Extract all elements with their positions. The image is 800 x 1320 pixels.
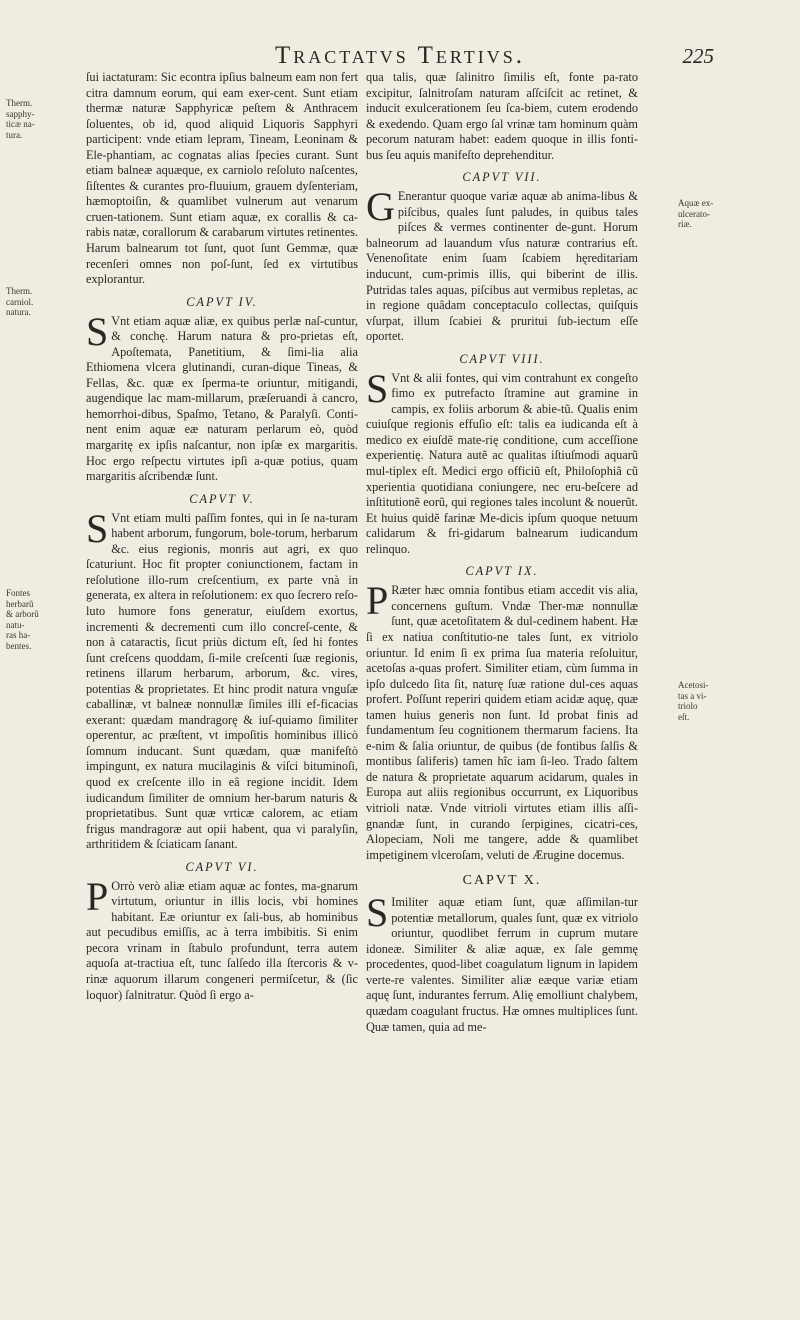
paragraph-text: Vnt etiam multi paſſim fontes, qui in ſe na-turam habent arborum, fungorum, bole-torum, herbarum &c. eius regionis, monris aut agri, ex quo ſcaturiunt. Hoc fit propter coniunctionem, factam in reſolutione illo-rum creſcentium, ex parte vnà in generata, ex altera in reſolutionem: ex quo ſecrero reſo-luto humore fons generatur, eiuſdem exortus, incrementi & decrementi cum illo concreſ-cente, & non à cataractis, ſicut priùs dictum eſt, ſed hi fontes ſunt creſcens quoddam, ſi-mile creſcenti ſuæ regionis, retinens illarum herbarum, arborum, &c. vires, potentias & proprietates. Et hinc prodit natura vnguſæ caballinæ, vt balneæ nonnullæ ſimiles illi ef-ficacias exerant: quædam mandragorę & iuſ-quiamo ſimiliter operentur, ac præſtent, vt impoſitis hominibus illicò ſomnum inducant. Sunt quædam, quæ manifeſtò impingunt, ex natura mucilaginis & viſci bituminoſi, quod ex creſcente illo in eâ regione incidit. Idem iudicandum ſimiliter de omnium her-barum naturis & proprietatibus. Sunt quæ vrticæ calorem, ac etiam frigus mandragoræ aut opii habent, qua vi paralyſin, arthritidem & ſciaticam ſanant.	[86, 510, 358, 852]
chapter-heading: CAPVT VI.	[185, 859, 259, 874]
paragraph-text: Orrò verò aliæ etiam aquæ ac fontes, ma-gnarum virtutum, oriuntur in illis locis, vbi homines habitant. Eæ oriuntur ex ſali-bus, ab hominibus aut pecudibus emiſſis, ac à terra imbibitis. Si enim pecora vrinam in ſtabulo profundunt, terra autem aquoſa at-tractiua eſt, tunc ſalſedo illa ſtercoris & v-rinæ aquorum illarum congeneri permiſcetur, & (ſic loquor) ſalnitratur. Quòd ſi ergo a-	[86, 878, 358, 1002]
drop-cap: S	[86, 505, 109, 551]
margin-note-therm-carniol: Therm. carniol. natura.	[6, 286, 34, 317]
chapter-heading: CAPVT V.	[189, 491, 255, 506]
paragraph-text: Vnt & alii fontes, qui vim contrahunt ex congeſto fimo ex putrefacto ſtramine aut gramine in campis, ex foliis arborum & abie-tũ. Qualis enim cuiuſque regionis effuſio eſt: talis ea iudicanda eſt à medico ex eiuſdẽ mate-rię conditione, cum acceſſione experientię. Natura autẽ ac qualitas iſtiuſmodi aquarũ mul-tiplex eſt. Medici ergo officiũ eſt, Philoſophiã cũ xperientia quotidiana coniungere, nec eru-beſcere ad inſtitutionẽ eorũ, qui regiones tales incolunt & nouerũt. Et huius quidẽ farinæ Me-dicis ipſum quoque netuum calidarum & fri-gidarum balnearum iudicandum relinquo.	[366, 370, 638, 556]
margin-note-aquae-ulcerat: Aquæ ex- ulcerato- riæ.	[678, 198, 714, 229]
paragraph-text: Imiliter aquæ etiam ſunt, quæ aſſimilan-tur potentiæ metallorum, quales ſunt, quæ ex vitriolo oriuntur, quodlibet ferrum in cuprum mutare idoneæ. Similiter & aliæ aquæ, ex ſale gemmę procedentes, quod-libet coagulatum lignum in lapidem verte-re valentes. Similiter aliæ eæque variæ etiam aquę ſunt, indurantes ferrum. Alię emolliunt chalybem, quædam coagulant fructus. Hæ omnes multiplices ſunt. Quæ tamen, quia ad me-	[366, 895, 638, 1034]
margin-note-therm-sapphy: Therm. sapphy- ticæ na- tura.	[6, 98, 35, 140]
margin-note-fontes-herbarum: Fontes herbarũ & arborũ natu- ras ha- bentes.	[6, 588, 39, 651]
drop-cap: S	[366, 890, 389, 936]
drop-cap: S	[366, 365, 389, 411]
running-header: Tractatvs Tertivs.	[274, 42, 526, 69]
drop-cap: P	[366, 578, 389, 624]
chapter-heading: CAPVT VII.	[462, 170, 542, 185]
chapter-heading: CAPVT IV.	[186, 294, 258, 309]
paragraph	[86, 505, 358, 853]
paragraph	[366, 890, 638, 1035]
chapter-heading: CAPVT IX.	[465, 564, 539, 579]
drop-cap: S	[86, 308, 109, 354]
right-column	[366, 70, 638, 1035]
left-column	[86, 70, 358, 1003]
paragraph	[86, 308, 358, 485]
paragraph	[86, 873, 358, 1003]
paragraph	[366, 578, 638, 863]
page-number: 225	[682, 44, 714, 68]
chapter-heading: CAPVT VIII.	[459, 351, 545, 366]
paragraph	[366, 365, 638, 558]
drop-cap: P	[86, 873, 109, 919]
margin-note-acetositas: Acetosi- tas a vi- triolo eſt.	[678, 680, 709, 722]
paragraph-text: Ræter hæc omnia fontibus etiam accedit vis alia, concernens guſtum. Vndæ Ther-mæ nonnullæ ſunt, quæ acetoſitatem & dul-cedinem habent. Hæ ſi ex natiua conſtitutio-ne tales ſunt, ex vitriolo oriuntur. Id enim ſi ex prima ſua materia reſoluitur, acetoſas a-quas profert. Similiter etiam, cùm ſumma in ipſo dulcedo ſita ſit, naturę ſuæ ratione dul-ces aquas profert. Poſſunt reperiri quidem etiam acidæ aquę, quæ tamen huius generis non ſunt. Id probat finis ad fundamentum ſeu cognitionem thermarum faciens. Ita e-nim & ſalia oriuntur, de quibus (de fontibus ſalſis & montibus ſaliferis) tamen hîc iam ſi-leo. Trado ſaltem de natura & proprietate aquarum acidarum, quales in Europa aut aliis regionibus occurrunt, ex Liquoribus vitrioli natæ. Vnde vitrioli virtutes etiam illis aſſi-gnandæ ſunt, in curando ſerpigines, cicatri-ces, Alopeciam, Noli me tangere, adde & quamlibet impetiginem vlceroſam, veluti de Ærugine docemus.	[366, 583, 638, 862]
paragraph: ſui iactaturam: Sic econtra ipſius balneum eam non fert citra damnum eorum, qui eam exer-cent. Sunt etiam thermæ naturæ Sapphyricæ peſtem & Anthracem ſoluentes, ob id, quod aliquid Liquoris Sapphyri participent: vnde etiam lepram, Tineam, Leoninam & Ele-phantiam, ac cognatas alias ſpecies curant. Sunt etiam balneæ aquæque, ex carniolo reſoluto naſcentes, ſiſtentes & curantes pro-fluuium, grauem dyſenteriam, hæmoptoiſin, & quamlibet vulnerum aut venarum cruen-tationem. Sunt etiam aquæ, ex corallis & ca-rabis natæ, corallorum & carabarum virtutes retinentes. Harum balnearum tot ſunt, quot ſunt Gemmæ, quæ recenſeri omnes non poſ-ſunt, ſed ex virtutibus explorantur.	[86, 70, 358, 287]
paragraph-text: Enerantur quoque variæ aquæ ab anima-libus & piſcibus, quales ſunt paludes, in quibus tales piſces & vermes continenter de-gunt. Horum balneorum ad lauandum vſus naturæ contrarius eſt. Venenoſitate enim ſuam ſcabiem hęreditariam inducunt, cum-primis illis, qui biberint de illis. Putridas tales aquas, piſcibus aut vermibus repletas, ac in regione quâdam conceptaculo collectas, quiſquis vſurpat, illum ſcabiei & pruritui ſub-iectum eſſe oportet.	[366, 189, 638, 344]
paragraph	[366, 184, 638, 344]
paragraph-text: Vnt etiam aquæ aliæ, ex quibus perlæ naſ-cuntur, & conchę. Harum natura & pro-prietas eſt, Apoſtemata, Panetitium, & ſimi-lia alia Ethiomena vlcera glutinandi, curan-dique Tineas, & Fellas, &c. quæ ex ſperma-te oriuntur, mitigandi, augendique lac mam-millarum, præſeruandi à cancro, hemorrhoi-dibus, Spaſmo, Tetano, & Paralyſi. Conti-nent enim aquæ eæ naturam perlarum eò, quòd margaritę ex ipſis naſcantur, non ipſæ ex margaritis. Hoc ergo reſpectu virtutes ipſi a-quæ potius, quam margaritis aſcribendæ ſunt.	[86, 313, 358, 484]
drop-cap: G	[366, 184, 395, 230]
paragraph: qua talis, quæ ſalinitro ſimilis eſt, fonte pa-rato excipitur, ſalnitroſam naturam aſſciſcit ac retinet, & inducit exulcerationem ſeu ſca-biem, cutem erodendo & exedendo. Quam ergo ſal vrinæ tam hominum quàm pecorum naturam habet: eadem quoque in illis fonti-bus ſeu aquis manifeſto deprehenditur.	[366, 70, 638, 162]
chapter-heading: CAPVT X.	[462, 873, 542, 889]
